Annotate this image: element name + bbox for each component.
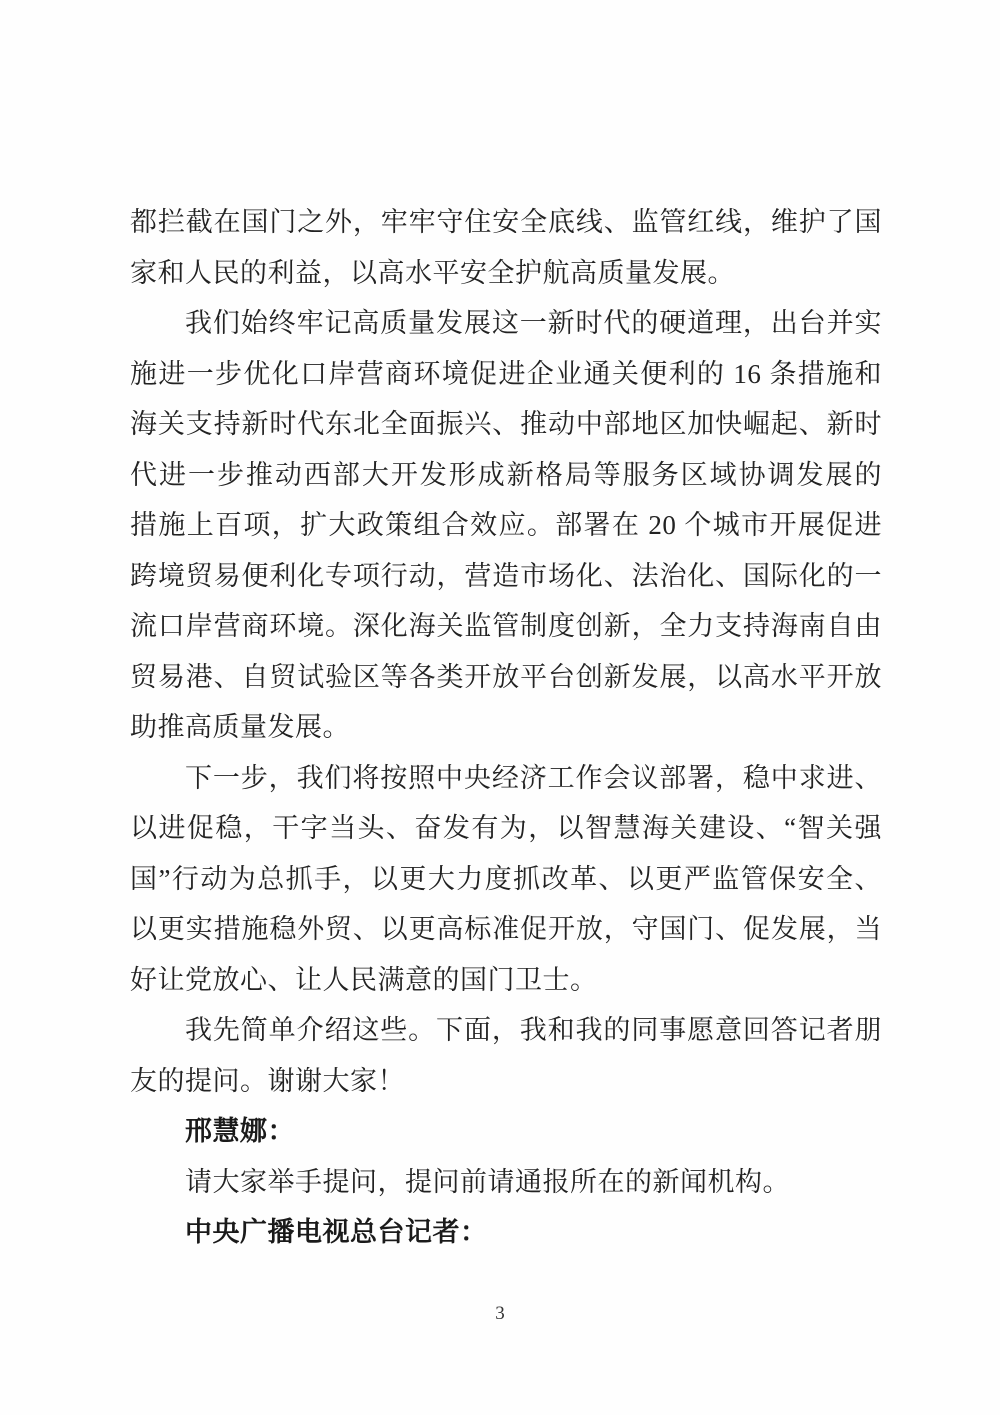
text-line: 邢慧娜： — [185, 1116, 295, 1146]
document-body — [130, 197, 882, 1258]
text-line: 措施上百项，扩大政策组合效应。部署在 20 个城市开展促进 — [130, 510, 882, 540]
text-line: 跨境贸易便利化专项行动，营造市场化、法治化、国际化的一 — [130, 560, 882, 591]
text-line: 以更实措施稳外贸、以更高标准促开放，守国门、促发展，当 — [130, 914, 882, 944]
page-number: 3 — [495, 1303, 505, 1324]
text-line: 我先简单介绍这些。下面，我和我的同事愿意回答记者朋 — [185, 1015, 882, 1045]
text-line: 以进促稳，干字当头、奋发有为，以智慧海关建设、“智关强 — [130, 813, 882, 843]
text-line: 好让党放心、让人民满意的国门卫士。 — [130, 964, 598, 995]
text-line: 施进一步优化口岸营商环境促进企业通关便利的 16 条措施和 — [130, 358, 882, 389]
text-line: 我们始终牢记高质量发展这一新时代的硬道理，出台并实 — [185, 308, 882, 338]
text-line: 下一步，我们将按照中央经济工作会议部署，稳中求进、 — [185, 762, 882, 793]
text-line: 代进一步推动西部大开发形成新格局等服务区域协调发展的 — [130, 459, 882, 490]
text-line: 国”行动为总抓手，以更大力度抓改革、以更严监管保安全、 — [130, 863, 882, 894]
text-line: 助推高质量发展。 — [130, 712, 350, 742]
text-line: 贸易港、自贸试验区等各类开放平台创新发展，以高水平开放 — [130, 661, 882, 692]
text-line: 流口岸营商环境。深化海关监管制度创新，全力支持海南自由 — [130, 611, 882, 641]
text-line: 请大家举手提问，提问前请通报所在的新闻机构。 — [185, 1166, 790, 1197]
text-line: 中央广播电视总台记者： — [185, 1217, 488, 1247]
text-line: 都拦截在国门之外，牢牢守住安全底线、监管红线，维护了国 — [130, 207, 882, 237]
text-line: 家和人民的利益，以高水平安全护航高质量发展。 — [130, 257, 735, 288]
text-line: 海关支持新时代东北全面振兴、推动中部地区加快崛起、新时 — [130, 409, 882, 439]
text-line: 友的提问。谢谢大家！ — [130, 1065, 405, 1096]
